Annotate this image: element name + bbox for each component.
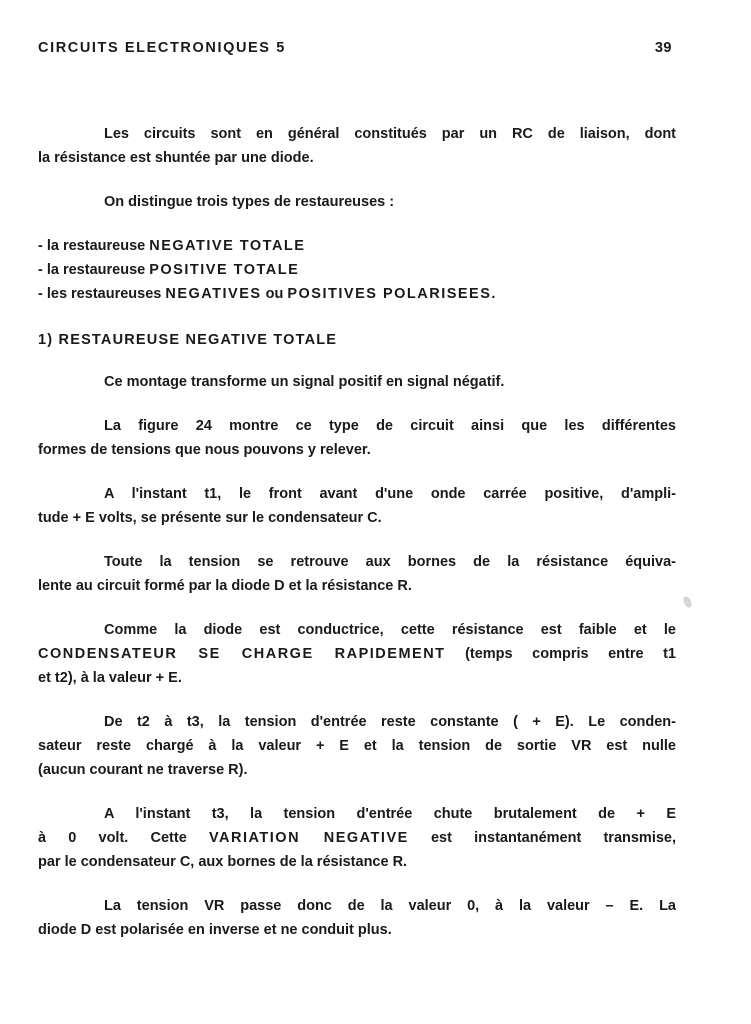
- running-title: CIRCUITS ELECTRONIQUES 5: [38, 40, 286, 56]
- text-line: Ce montage transforme un signal positif en signal négatif.: [104, 374, 505, 390]
- text-line: sateur reste chargé à la valeur + E et la tension de sortie VR est nulle: [38, 738, 676, 754]
- text-line: diode D est polarisée en inverse et ne conduit plus.: [38, 922, 392, 938]
- paragraph-t2-t3: [38, 710, 676, 782]
- text-line: formes de tensions que nous pouvons y relever.: [38, 442, 371, 458]
- paragraph-t3: [38, 802, 676, 874]
- paragraph-intro: [38, 122, 676, 170]
- text-line: Les circuits sont en général constitués par un RC de liaison, dont: [104, 126, 676, 142]
- page-body: [38, 122, 676, 962]
- restaureuse-types-list: [38, 234, 676, 306]
- text-line: A l'instant t1, le front avant d'une onde carrée positive, d'ampli-: [104, 486, 676, 502]
- text-line: la résistance est shuntée par une diode.: [38, 150, 314, 166]
- page-number: 39: [654, 40, 672, 56]
- paragraph-t1: [38, 482, 676, 530]
- paragraph-tension: [38, 550, 676, 598]
- text-line: La tension VR passe donc de la valeur 0, à la valeur – E. La: [104, 898, 676, 914]
- paragraph-vr: [38, 894, 676, 942]
- list-item: - la restaureuse POSITIVE TOTALE: [38, 262, 300, 278]
- text-line: De t2 à t3, la tension d'entrée reste constante ( + E). Le conden-: [104, 714, 676, 730]
- list-item: - les restaureuses NEGATIVES ou POSITIVES POLARISEES.: [38, 286, 497, 302]
- text-line: A l'instant t3, la tension d'entrée chute brutalement de + E: [104, 806, 676, 822]
- paragraph-montage: [38, 370, 676, 394]
- paragraph-figure: [38, 414, 676, 462]
- text-line: lente au circuit formé par la diode D et la résistance R.: [38, 578, 412, 594]
- text-line: Comme la diode est conductrice, cette résistance est faible et le: [104, 622, 676, 638]
- text-line: à 0 volt. Cette VARIATION NEGATIVE est instantanément transmise,: [38, 830, 677, 846]
- text-line: CONDENSATEUR SE CHARGE RAPIDEMENT (temps compris entre t1: [38, 646, 676, 662]
- list-item: - la restaureuse NEGATIVE TOTALE: [38, 238, 306, 254]
- paper-speck: [682, 595, 693, 609]
- section-heading: 1) RESTAUREUSE NEGATIVE TOTALE: [38, 332, 338, 348]
- text-line: (aucun courant ne traverse R).: [38, 762, 248, 778]
- text-line: Toute la tension se retrouve aux bornes de la résistance équiva-: [104, 554, 676, 570]
- text-line: par le condensateur C, aux bornes de la résistance R.: [38, 854, 408, 870]
- text-line: et t2), à la valeur + E.: [38, 670, 182, 686]
- paragraph-types: [38, 190, 676, 214]
- text-line: On distingue trois types de restaureuses :: [104, 194, 395, 210]
- paragraph-charge: [38, 618, 676, 690]
- text-line: tude + E volts, se présente sur le condensateur C.: [38, 510, 382, 526]
- page-header: [38, 40, 672, 62]
- text-line: La figure 24 montre ce type de circuit ainsi que les différentes: [104, 418, 676, 434]
